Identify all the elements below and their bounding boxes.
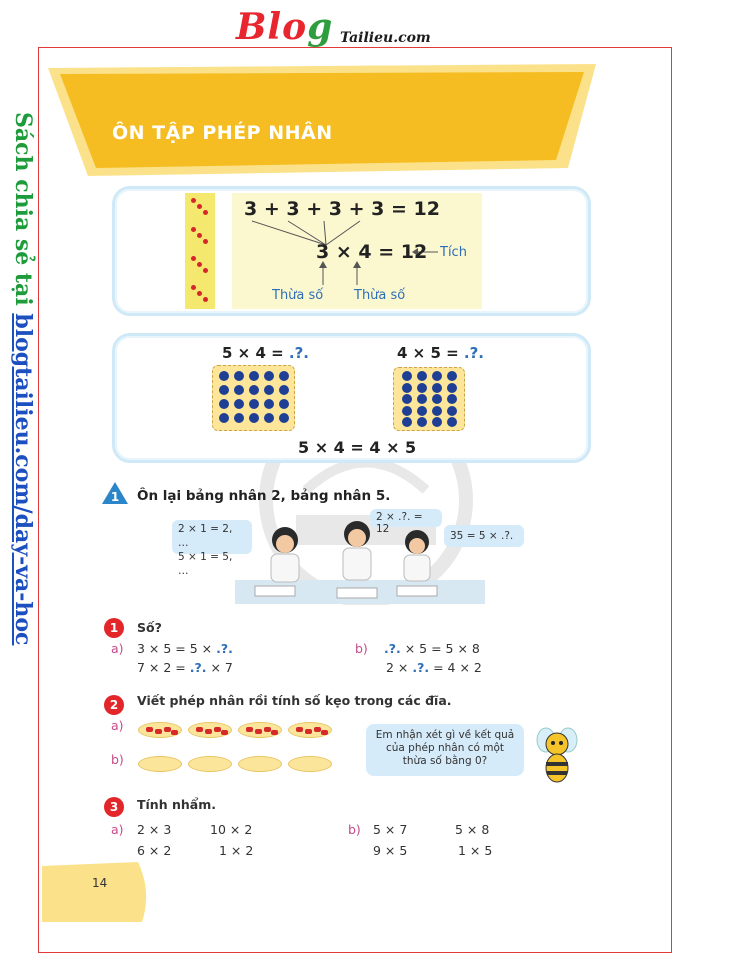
candy-plate [238, 722, 282, 738]
grid-dot [279, 371, 289, 381]
die-dot [203, 239, 208, 244]
grid-dot [249, 385, 259, 395]
empty-plate [288, 756, 332, 772]
speech-bubble-tables: 2 × 1 = 2, … 5 × 1 = 5, … [172, 520, 252, 554]
grid-dot [234, 399, 244, 409]
die-dot [191, 285, 196, 290]
grid-dot [447, 383, 457, 393]
grid-dot [417, 417, 427, 427]
grid-dot [447, 417, 457, 427]
grid-dot [249, 371, 259, 381]
grid-dot [432, 371, 442, 381]
grid-dot [219, 371, 229, 381]
grid-dot [219, 399, 229, 409]
children-illustration [225, 512, 495, 607]
grid-dot [417, 371, 427, 381]
die-dot [203, 268, 208, 273]
answer-blank[interactable]: .?. [216, 641, 233, 656]
answer-blank[interactable]: .?. [384, 641, 401, 656]
grid-dot [447, 371, 457, 381]
exercise-1b-line2: 2 × .?. = 4 × 2 [386, 660, 482, 675]
logo-suffix: Tailieu.com [340, 30, 431, 46]
die-dot [197, 262, 202, 267]
grid-dot [249, 413, 259, 423]
answer-blank[interactable]: .?. [288, 344, 310, 362]
exercise-2-badge: 2 [104, 695, 124, 715]
answer-blank[interactable]: .?. [189, 660, 207, 675]
exercise-1b-label: b) [355, 641, 368, 656]
answer-blank[interactable]: .?. [463, 344, 485, 362]
candy-plate [288, 722, 332, 738]
empty-plates [138, 756, 338, 776]
grid-dot [432, 406, 442, 416]
speech-bubble-question-2: 35 = 5 × .?. [444, 525, 524, 547]
grid-dot [417, 394, 427, 404]
dot-grid-4x5 [393, 367, 465, 431]
grid-dot [447, 406, 457, 416]
grid-dot [417, 406, 427, 416]
factor-label-2: Thừa số [354, 288, 406, 303]
grid-dot [432, 417, 442, 427]
exercise-3b-label: b) [348, 822, 361, 837]
page-title: ÔN TẬP PHÉP NHÂN [112, 122, 333, 144]
exercise-3a-label: a) [111, 822, 124, 837]
calc-item: 5 × 8 [455, 822, 490, 837]
factor-label-1: Thừa số [272, 288, 324, 303]
addition-equation: 3 + 3 + 3 + 3 = 12 [244, 198, 440, 220]
candy-plate [138, 722, 182, 738]
grid-dot [279, 413, 289, 423]
exercise-3-badge: 3 [104, 797, 124, 817]
grid-dot [432, 394, 442, 404]
die-dot [191, 198, 196, 203]
die-dot [197, 291, 202, 296]
product-label: Tích [440, 245, 467, 260]
side-link[interactable]: blogtailieu.com/day-va-hoc [10, 313, 36, 646]
die-dot [197, 233, 202, 238]
answer-blank[interactable]: .?. [412, 660, 430, 675]
dice-strip [185, 193, 215, 309]
calc-item: 1 × 2 [219, 843, 254, 858]
calc-item: 9 × 5 [373, 843, 408, 858]
grid-dot [219, 385, 229, 395]
triangle-icon-number: 1 [110, 490, 120, 504]
calc-item: 2 × 3 [137, 822, 172, 837]
calc-item: 1 × 5 [458, 843, 493, 858]
dot-grid-5x4 [212, 365, 295, 431]
grid-dot [234, 385, 244, 395]
title-banner [48, 60, 608, 180]
side-text: Sách chia sẻ tại [10, 112, 36, 314]
grid-dot [447, 394, 457, 404]
exercise-3-title: Tính nhẩm. [137, 797, 216, 812]
exercise-2-title: Viết phép nhân rồi tính số kẹo trong các đĩa. [137, 693, 452, 708]
logo-brand: Blog [236, 6, 334, 48]
grid-dot [264, 399, 274, 409]
die-dot [203, 210, 208, 215]
commutative-equation: 5 × 4 = 4 × 5 [298, 438, 417, 457]
bee-speech-bubble: Em nhận xét gì về kết quả của phép nhân có một thừa số bằng 0? [366, 724, 524, 776]
grid-dot [249, 399, 259, 409]
grid-dot [402, 383, 412, 393]
exercise-1-badge: 1 [104, 618, 124, 638]
side-watermark [4, 112, 44, 722]
die-dot [197, 204, 202, 209]
question-5x4: 5 × 4 = .?. [222, 344, 310, 362]
speech-bubble-question-1: 2 × .?. = 12 [370, 509, 442, 527]
grid-dot [402, 417, 412, 427]
site-logo[interactable] [236, 6, 496, 48]
grid-dot [402, 394, 412, 404]
page-number-tab [42, 862, 152, 922]
grid-dot [417, 383, 427, 393]
grid-dot [432, 383, 442, 393]
exercise-2b-label: b) [111, 752, 124, 767]
calc-item: 6 × 2 [137, 843, 172, 858]
exercise-1a-line1: 3 × 5 = 5 × .?. [137, 641, 233, 656]
question-4x5: 4 × 5 = .?. [397, 344, 485, 362]
grid-dot [264, 413, 274, 423]
grid-dot [402, 371, 412, 381]
grid-dot [219, 413, 229, 423]
exercise-1a-label: a) [111, 641, 124, 656]
calc-item: 10 × 2 [210, 822, 253, 837]
die-dot [191, 227, 196, 232]
die-dot [203, 297, 208, 302]
calc-item: 5 × 7 [373, 822, 408, 837]
grid-dot [264, 385, 274, 395]
grid-dot [402, 406, 412, 416]
grid-dot [279, 399, 289, 409]
grid-dot [234, 413, 244, 423]
exercise-1b-line1: .?. × 5 = 5 × 8 [384, 641, 480, 656]
empty-plate [138, 756, 182, 772]
empty-plate [188, 756, 232, 772]
grid-dot [279, 385, 289, 395]
empty-plate [238, 756, 282, 772]
grid-dot [264, 371, 274, 381]
page-number: 14 [92, 876, 108, 890]
multiplication-equation: 3 × 4 = 12 [316, 241, 428, 263]
grid-dot [234, 371, 244, 381]
exercise-1a-line2: 7 × 2 = .?. × 7 [137, 660, 233, 675]
bee-icon [530, 722, 582, 784]
plates-with-candy [138, 722, 338, 742]
intro-title: Ôn lại bảng nhân 2, bảng nhân 5. [137, 488, 391, 504]
exercise-2a-label: a) [111, 718, 124, 733]
triangle-icon [101, 481, 129, 505]
die-dot [191, 256, 196, 261]
exercise-1-title: Số? [137, 620, 162, 635]
candy-plate [188, 722, 232, 738]
